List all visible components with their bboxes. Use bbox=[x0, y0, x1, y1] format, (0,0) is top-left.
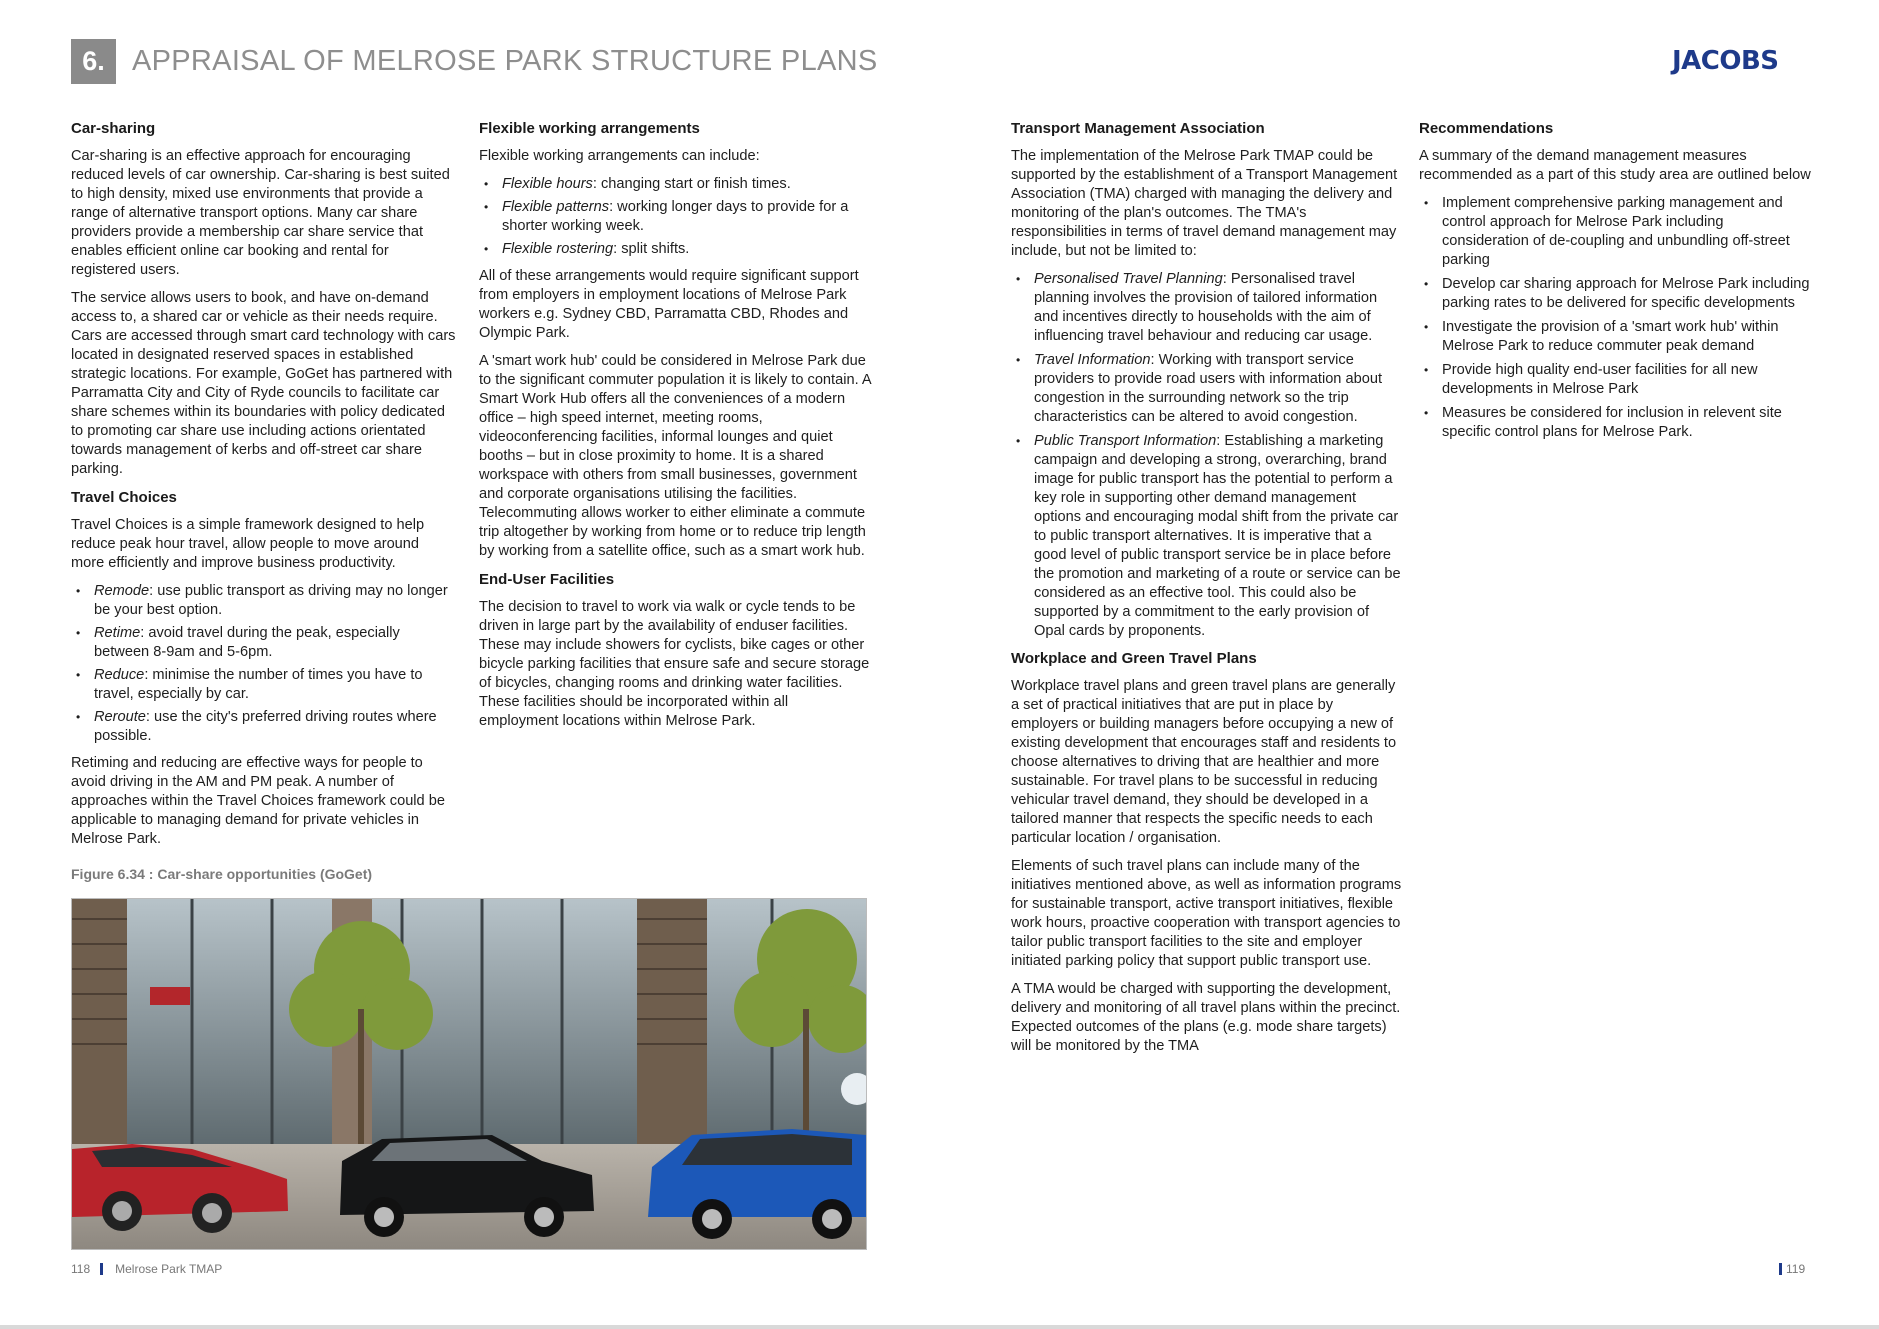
list-item: • Implement comprehensive parking management and control approach for Melrose Park including consideration of de-coupling and unbundling off-street parking bbox=[1419, 194, 1811, 270]
list-item: • Investigate the provision of a 'smart work hub' within Melrose Park to reduce commuter peak demand bbox=[1419, 318, 1811, 356]
heading-tma: Transport Management Association bbox=[1011, 120, 1265, 137]
list-text: : Personalised travel planning involves the provision of tailored information and incentives directly to households with the aim of influencing travel behaviour and reducing car usage. bbox=[1034, 271, 1378, 344]
column-1 bbox=[71, 119, 456, 858]
list-item: • Measures be considered for inclusion in relevent site specific control plans for Melrose Park. bbox=[1419, 404, 1811, 442]
list-item bbox=[1011, 432, 1403, 641]
list-item: • Provide high quality end-user facilities for all new developments in Melrose Park bbox=[1419, 361, 1811, 399]
paragraph: The implementation of the Melrose Park TMAP could be supported by the establishment of a Transport Management Association (TMA) charged with managing the delivery and monitoring of the plan's outcomes. The TMA's responsibilities in terms of travel demand management may include, but not be limited to: bbox=[1011, 148, 1398, 259]
page-number-right: 119 bbox=[1786, 1262, 1806, 1276]
paragraph: A summary of the demand management measures recommended as a part of this study area are outlined below bbox=[1419, 148, 1811, 183]
heading-workplace-travel-plans: Workplace and Green Travel Plans bbox=[1011, 650, 1257, 667]
list-item bbox=[1011, 351, 1403, 427]
list-item: • Develop car sharing approach for Melrose Park including parking rates to be delivered for specific developments bbox=[1419, 275, 1811, 313]
list-item bbox=[1011, 270, 1403, 346]
list-item bbox=[71, 624, 456, 662]
list-text: : working longer days to provide for a shorter working week. bbox=[502, 199, 849, 234]
paragraph: Flexible working arrangements can include: bbox=[479, 148, 760, 164]
spread-edge bbox=[0, 1325, 1879, 1329]
list-item bbox=[71, 708, 456, 746]
paragraph: Elements of such travel plans can include many of the initiatives mentioned above, as well as information programs for sustainable transport, active transport initiatives, flexible work hours, proactive cooperation with transport agencies to tailor public transport facilities to the site and employer initiated parking policy that support public transport use. bbox=[1011, 858, 1402, 969]
paragraph: A 'smart work hub' could be considered in Melrose Park due to the significant commuter population it is likely to contain. A Smart Work Hub offers all the conveniences of a modern office – high speed internet, meeting rooms, videoconferencing facilities, informal lounges and quiet booths – but in close proximity to home. It is a shared workspace with others from small businesses, government and corporate organisations utilising the facilities. Telecommuting allows worker to either eliminate a commute trip altogether by working from home or to reduce trip length by working from a satellite office, such as a smart work hub. bbox=[479, 353, 871, 559]
heading-flexible-working: Flexible working arrangements bbox=[479, 120, 700, 137]
list-term: Remode bbox=[94, 583, 150, 599]
footer-divider bbox=[100, 1263, 103, 1275]
travel-choices-list bbox=[71, 582, 456, 746]
list-term: Reduce bbox=[94, 667, 145, 683]
list-term: Reroute bbox=[94, 709, 146, 725]
list-term: Flexible hours bbox=[502, 176, 593, 192]
list-item bbox=[479, 175, 871, 194]
car-share-photo-illustration bbox=[72, 899, 866, 1249]
list-text: : changing start or finish times. bbox=[592, 176, 791, 192]
list-text: : avoid travel during the peak, especially between 8-9am and 5-6pm. bbox=[94, 625, 400, 660]
list-text: : minimise the number of times you have to travel, especially by car. bbox=[94, 667, 423, 702]
list-text: : use the city's preferred driving routes where possible. bbox=[94, 709, 437, 744]
list-item bbox=[479, 240, 871, 259]
paragraph: Retiming and reducing are effective ways for people to avoid driving in the AM and PM peak. A number of approaches within the Travel Choices framework could be applicable to managing demand for private vehicles in Melrose Park. bbox=[71, 755, 445, 847]
list-text: : split shifts. bbox=[613, 241, 690, 257]
paragraph: The decision to travel to work via walk or cycle tends to be driven in large part by the availability of enduser facilities. These may include showers for cyclists, bike cages or other bicycle parking facilities that ensure safe and secure storage of bicycles, changing rooms and drinking water facilities. These facilities should be incorporated within all employment locations within Melrose Park. bbox=[479, 599, 870, 729]
list-text: : Establishing a marketing campaign and developing a strong, overarching, brand image for public transport has the potential to perform a key role in supporting other demand management options and encouraging modal shift from the private car to public transport alternatives. It is imperative that a good level of public transport service be in place before the promotion and marketing of a route or service can be considered as an effective tool. This could also be supported by a commitment to the early provision of Opal cards by proponents. bbox=[1034, 433, 1401, 639]
list-item bbox=[71, 582, 456, 620]
list-term: Public Transport Information bbox=[1034, 433, 1217, 449]
paragraph: Travel Choices is a simple framework designed to help reduce peak hour travel, allow people to move around more efficiently and improve business productivity. bbox=[71, 517, 425, 571]
section-header bbox=[71, 38, 878, 84]
car-share-photo bbox=[71, 898, 867, 1250]
column-3 bbox=[1011, 119, 1403, 1065]
column-4 bbox=[1419, 119, 1811, 450]
list-item bbox=[479, 198, 871, 236]
list-term: Flexible patterns bbox=[502, 199, 610, 215]
recommendations-list bbox=[1419, 194, 1811, 442]
paragraph: A TMA would be charged with supporting the development, delivery and monitoring of all travel plans within the precinct. Expected outcomes of the plans (e.g. mode share targets) will be monitored by the TMA bbox=[1011, 981, 1401, 1054]
list-term: Retime bbox=[94, 625, 141, 641]
paragraph: The service allows users to book, and have on-demand access to, a shared car or vehicle as their needs require. Cars are accessed through smart card technology with cars located in designated reserved spaces in established strategic locations. For example, GoGet has partnered with Parramatta City and City of Ryde councils to facilitate car share schemes within its boundaries with policy dedicated to promoting car share use including actions orientated towards management of kerbs and off-street car share parking. bbox=[71, 290, 456, 477]
paragraph: All of these arrangements would require significant support from employers in employment locations of Melrose Park workers e.g. Sydney CBD, Parramatta CBD, Rhodes and Olympic Park. bbox=[479, 268, 859, 341]
list-term: Personalised Travel Planning bbox=[1034, 271, 1223, 287]
list-text: : use public transport as driving may no longer be your best option. bbox=[94, 583, 448, 618]
footer-doc-title: Melrose Park TMAP bbox=[115, 1262, 223, 1276]
heading-end-user-facilities: End-User Facilities bbox=[479, 571, 615, 588]
column-2 bbox=[479, 119, 871, 740]
footer-left bbox=[71, 1262, 222, 1276]
footer-right bbox=[1779, 1262, 1805, 1276]
section-number: 6. bbox=[71, 39, 116, 84]
page-number-left: 118 bbox=[71, 1262, 91, 1276]
list-text: : Working with transport service providers to provide road users with information about congestion in the surrounding network so the trip characteristics can be altered to avoid congestion. bbox=[1034, 352, 1382, 425]
footer-divider bbox=[1779, 1263, 1782, 1275]
paragraph: Workplace travel plans and green travel plans are generally a set of practical initiatives that are put in place by employers or building managers before occupying a new of existing development that encourages staff and residents to choose alternatives to driving that are healthier and more sustainable. For travel plans to be successful in reducing vehicular travel demand, they should be developed in a tailored manner that respects the specific needs to each particular location / organisation. bbox=[1011, 678, 1397, 846]
list-term: Travel Information bbox=[1034, 352, 1151, 368]
heading-recommendations: Recommendations bbox=[1419, 120, 1554, 137]
figure-caption: Figure 6.34 : Car-share opportunities (GoGet) bbox=[71, 866, 373, 882]
list-item bbox=[71, 666, 456, 704]
tma-list bbox=[1011, 270, 1403, 641]
flexible-working-list bbox=[479, 175, 871, 259]
jacobs-logo: JACOBS bbox=[1672, 46, 1779, 76]
section-title: APPRAISAL OF MELROSE PARK STRUCTURE PLANS bbox=[132, 44, 878, 77]
list-term: Flexible rostering bbox=[502, 241, 614, 257]
heading-travel-choices: Travel Choices bbox=[71, 489, 177, 506]
paragraph: Car-sharing is an effective approach for encouraging reduced levels of car ownership. Car-sharing is best suited to high density, mixed use environments that provide a range of alternative transport options. Many car share providers provide a membership car share service that enables efficient online car booking and rental for registered users. bbox=[71, 148, 450, 278]
heading-car-sharing: Car-sharing bbox=[71, 120, 156, 137]
